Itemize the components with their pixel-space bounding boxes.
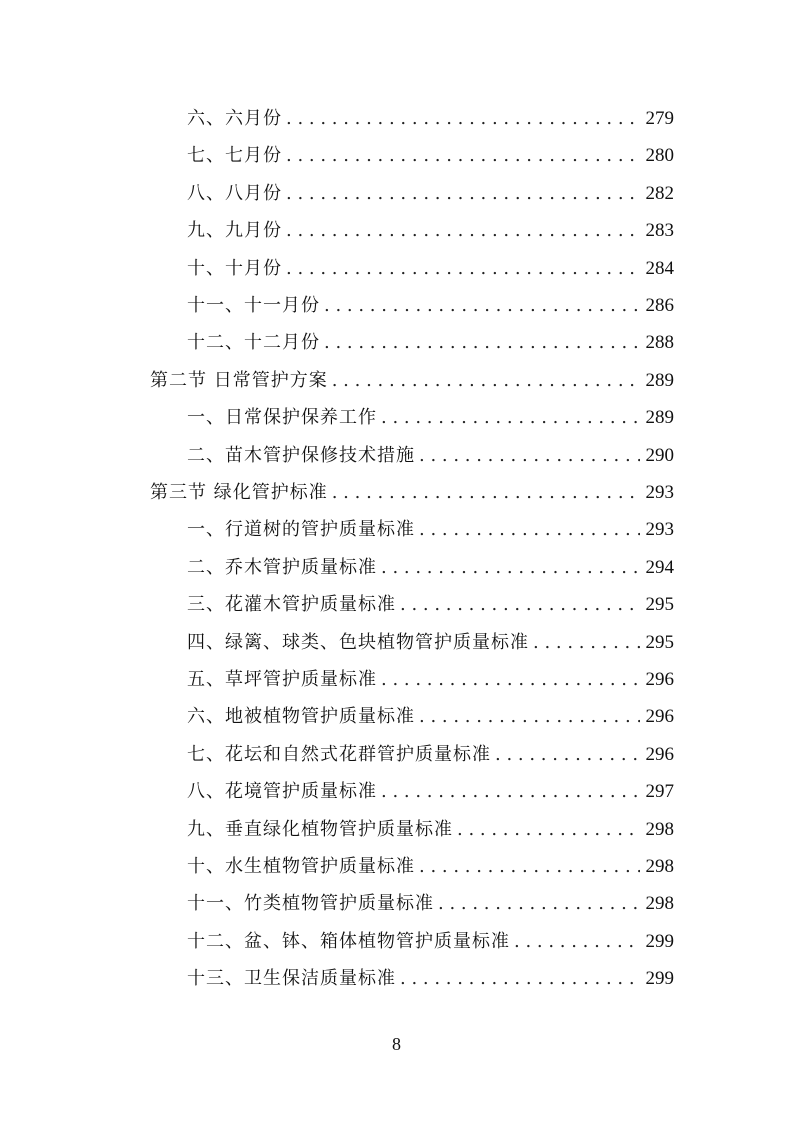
page-number: 8: [392, 1034, 401, 1054]
toc-leader-dots: [332, 369, 640, 393]
toc-leader-dots: [419, 518, 640, 542]
toc-entry[interactable]: [187, 257, 674, 281]
toc-entry-page: 280: [645, 145, 674, 167]
toc-entry-label: 十一、十一月份: [187, 295, 320, 316]
toc-entry[interactable]: [187, 818, 674, 842]
toc-entry-page: 298: [645, 856, 674, 877]
toc-entry[interactable]: [187, 444, 674, 468]
toc-entry-label: 二、苗木管护保修技术措施: [187, 444, 415, 466]
toc-entry-page: 297: [645, 781, 674, 803]
toc-entry-label: 十、水生植物管护质量标准: [187, 856, 415, 877]
toc-leader-dots: [400, 593, 640, 617]
toc-entry[interactable]: [187, 780, 674, 804]
toc-entry[interactable]: [187, 144, 674, 168]
toc-entry-page: 288: [645, 332, 674, 354]
toc-entry[interactable]: [187, 219, 674, 243]
toc-entry[interactable]: [187, 556, 674, 580]
toc-entry[interactable]: [187, 631, 674, 655]
toc-entry-page: 295: [645, 594, 674, 616]
toc-leader-dots: [438, 892, 640, 916]
toc-entry-page: 283: [645, 220, 674, 242]
toc-entry[interactable]: [187, 668, 674, 692]
toc-leader-dots: [514, 930, 640, 954]
toc-entry-page: 299: [645, 930, 674, 952]
toc-entry-label: 七、七月份: [187, 145, 282, 167]
toc-entry-label: 六、地被植物管护质量标准: [187, 706, 415, 728]
toc-entry-label: 第三节 绿化管护标准: [150, 482, 328, 503]
toc-entry-label: 十一、竹类植物管护质量标准: [187, 893, 434, 915]
toc-entry-page: 294: [645, 556, 674, 578]
toc-entry[interactable]: [150, 481, 674, 505]
toc-entry-page: 293: [645, 482, 674, 503]
toc-entry-page: 289: [645, 369, 674, 391]
toc-entry[interactable]: [187, 892, 674, 916]
toc-entry[interactable]: [187, 855, 674, 879]
toc-entry[interactable]: [187, 294, 674, 318]
toc-entry-label: 第二节 日常管护方案: [150, 369, 328, 391]
toc-entry-label: 六、六月份: [187, 108, 282, 129]
toc-entry-page: 299: [645, 968, 674, 990]
toc-entry[interactable]: [187, 182, 674, 206]
toc-leader-dots: [533, 631, 640, 655]
toc-leader-dots: [419, 705, 640, 729]
toc-entry-label: 八、花境管护质量标准: [187, 781, 377, 803]
toc-entry-label: 七、花坛和自然式花群管护质量标准: [187, 743, 491, 765]
toc-entry-page: 282: [645, 182, 674, 204]
toc-entry-page: 286: [645, 295, 674, 316]
toc-leader-dots: [286, 107, 640, 131]
toc-entry-label: 五、草坪管护质量标准: [187, 669, 377, 690]
toc-entry-page: 298: [645, 818, 674, 840]
toc-entry[interactable]: [187, 406, 674, 430]
toc-entry-label: 四、绿篱、球类、色块植物管护质量标准: [187, 631, 529, 653]
toc-entry-label: 一、日常保护保养工作: [187, 407, 377, 429]
toc-leader-dots: [381, 780, 640, 804]
toc-leader-dots: [419, 444, 640, 468]
toc-leader-dots: [495, 743, 640, 767]
toc-entry-label: 十三、卫生保洁质量标准: [187, 968, 396, 990]
toc-entry[interactable]: [187, 743, 674, 767]
toc-entry-page: 296: [645, 669, 674, 690]
toc-entry[interactable]: [150, 369, 674, 393]
toc-leader-dots: [381, 406, 640, 430]
toc-leader-dots: [286, 182, 640, 206]
toc-leader-dots: [381, 668, 640, 692]
toc-leader-dots: [457, 818, 640, 842]
toc-leader-dots: [286, 257, 640, 281]
toc-leader-dots: [419, 855, 640, 879]
toc-entry-label: 八、八月份: [187, 182, 282, 204]
toc-entry-label: 十、十月份: [187, 257, 282, 279]
toc-entry-label: 三、花灌木管护质量标准: [187, 594, 396, 616]
toc-entry-page: 284: [645, 257, 674, 279]
toc-entry[interactable]: [187, 518, 674, 542]
toc-leader-dots: [324, 294, 640, 318]
toc-entry[interactable]: [187, 967, 674, 991]
toc-entry-label: 九、九月份: [187, 220, 282, 242]
toc-leader-dots: [381, 556, 640, 580]
toc-entry[interactable]: [187, 107, 674, 131]
toc-entry-page: 289: [645, 407, 674, 429]
toc-entry-page: 296: [645, 743, 674, 765]
toc-leader-dots: [286, 219, 640, 243]
toc-entry-page: 293: [645, 519, 674, 541]
toc-entry-label: 二、乔木管护质量标准: [187, 556, 377, 578]
toc-entry-label: 九、垂直绿化植物管护质量标准: [187, 818, 453, 840]
toc-entry[interactable]: [187, 930, 674, 954]
toc-leader-dots: [324, 331, 640, 355]
toc-entry-label: 十二、十二月份: [187, 332, 320, 354]
toc-entry-label: 一、行道树的管护质量标准: [187, 519, 415, 541]
toc-entry-page: 296: [645, 706, 674, 728]
toc-entry-page: 290: [645, 444, 674, 466]
toc-entry-label: 十二、盆、钵、箱体植物管护质量标准: [187, 930, 510, 952]
toc-entry-page: 295: [645, 631, 674, 653]
toc-leader-dots: [286, 144, 640, 168]
toc-entry[interactable]: [187, 593, 674, 617]
toc-entry[interactable]: [187, 331, 674, 355]
toc-leader-dots: [400, 967, 640, 991]
toc-entry-page: 298: [645, 893, 674, 915]
toc-leader-dots: [332, 481, 640, 505]
toc-entry[interactable]: [187, 705, 674, 729]
toc-entry-page: 279: [645, 108, 674, 129]
